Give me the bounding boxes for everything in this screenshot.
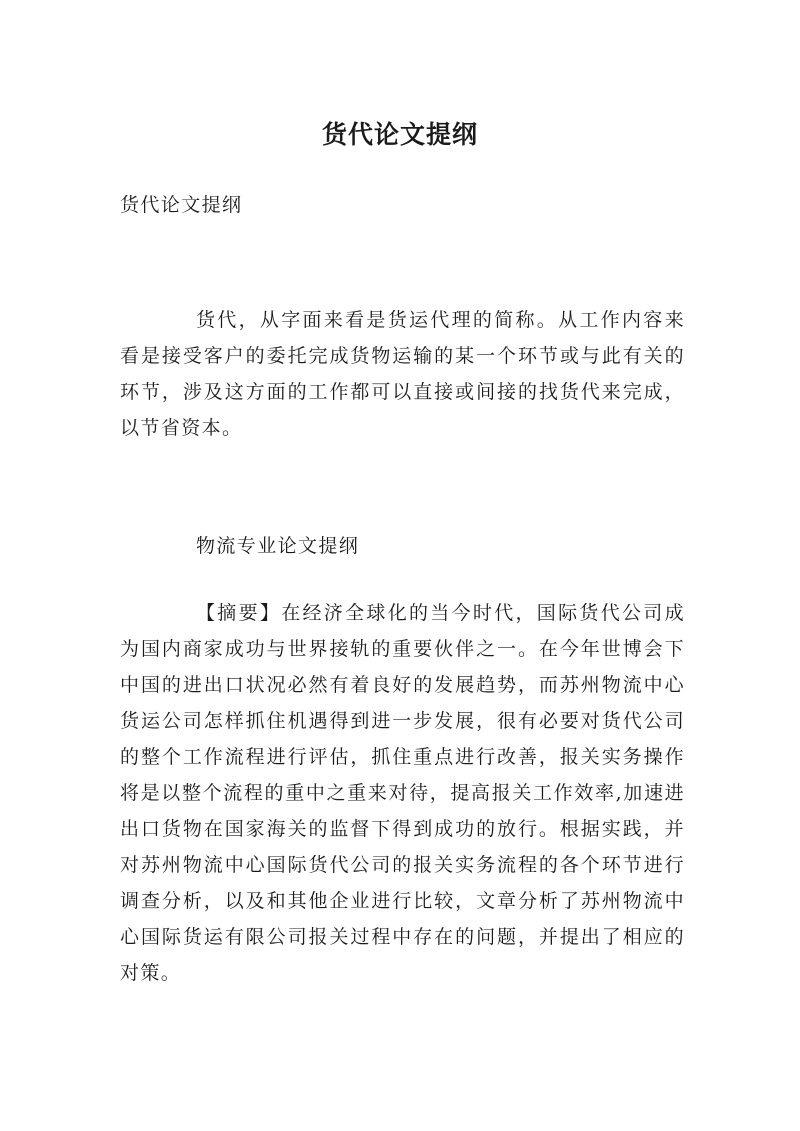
intro-paragraph: 货代，从字面来看是货运代理的简称。从工作内容来看是接受客户的委托完成货物运输的某一个环节或与此有关的环节，涉及这方面的工作都可以直接或间接的找货代来完成，以节省资本。: [120, 309, 685, 439]
abstract-paragraph: 【摘要】在经济全球化的当今时代，国际货代公司成为国内商家成功与世界接轨的重要伙伴之一。在今年世博会下中国的进出口状况必然有着良好的发展趋势，而苏州物流中心货运公司怎样抓住机遇得到进一步发展，很有必要对货代公司的整个工作流程进行评估，抓住重点进行改善，报关实务操作将是以整个流程的重中之重来对待，提高报关工作效率,加速进出口货物在国家海关的监督下得到成功的放行。根据实践，并对苏州物流中心国际货代公司的报关实务流程的各个环节进行调查分析，以及和其他企业进行比较，文章分析了苏州物流中心国际货运有限公司报关过程中存在的问题，并提出了相应的对策。: [120, 602, 685, 984]
document-subtitle: 货代论文提纲: [120, 194, 243, 216]
section-heading: 物流专业论文提纲: [196, 535, 360, 557]
page-title: 货代论文提纲: [321, 119, 478, 149]
